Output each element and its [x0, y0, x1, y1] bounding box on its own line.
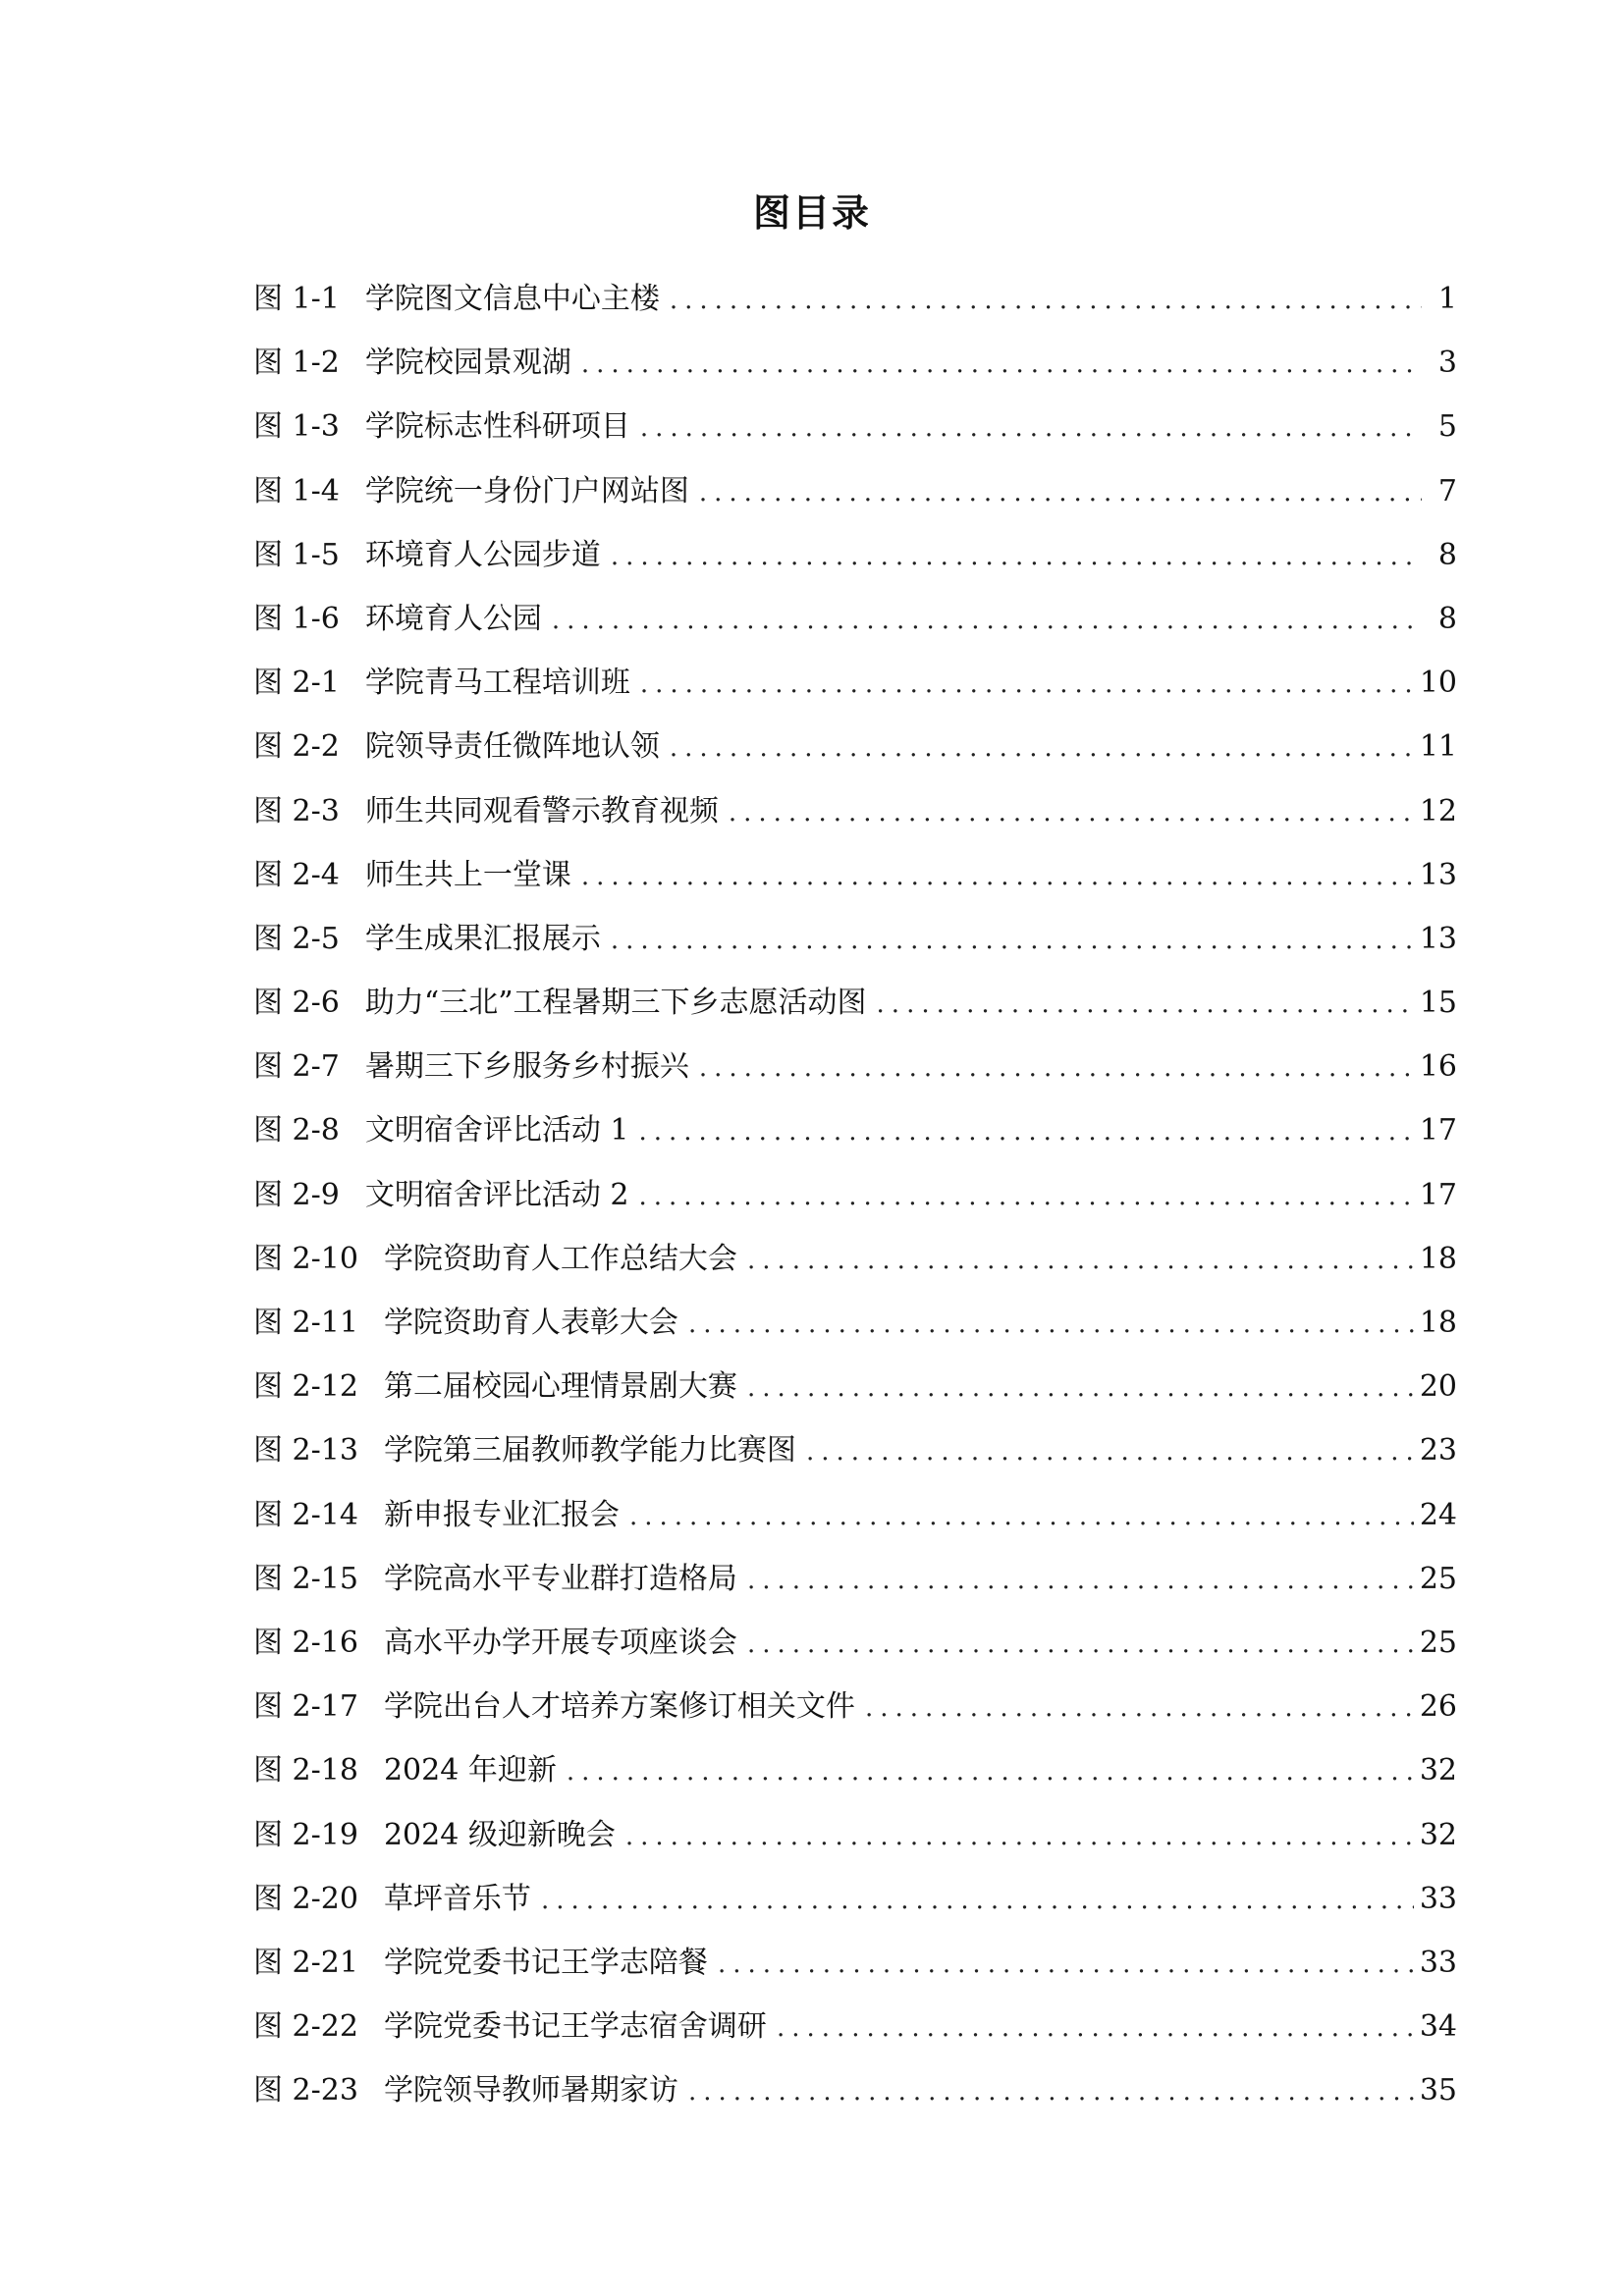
figure-number: 图 2-8 — [253, 1113, 340, 1148]
page-number: 34 — [1419, 2009, 1457, 2045]
page-number: 7 — [1437, 473, 1457, 508]
toc-entry[interactable] — [253, 1368, 1457, 1432]
dot-leader — [581, 858, 1414, 895]
figure-caption: 学院图文信息中心主楼 — [364, 282, 660, 316]
dot-leader — [640, 666, 1414, 703]
toc-entry[interactable] — [253, 665, 1457, 728]
toc-entry[interactable] — [253, 2008, 1457, 2072]
dot-leader — [640, 409, 1422, 447]
figure-caption: 2024 年迎新 — [383, 1753, 557, 1789]
toc-entry[interactable] — [253, 985, 1457, 1048]
figure-caption: 学院资助育人工作总结大会 — [383, 1241, 737, 1276]
dot-leader — [877, 986, 1414, 1023]
dot-leader — [806, 1433, 1414, 1470]
page-number: 23 — [1419, 1433, 1457, 1468]
figure-number: 图 2-16 — [253, 1625, 358, 1660]
figure-number: 图 2-10 — [253, 1241, 358, 1276]
figure-number: 图 2-17 — [253, 1689, 358, 1725]
dot-leader — [638, 1113, 1413, 1150]
figure-caption: 助力“三北”工程暑期三下乡志愿活动图 — [364, 986, 867, 1021]
toc-entry[interactable] — [253, 345, 1457, 408]
figure-caption: 学院高水平专业群打造格局 — [383, 1561, 737, 1596]
page-number: 5 — [1437, 409, 1457, 445]
dot-leader — [670, 282, 1422, 319]
dot-leader — [747, 1242, 1414, 1279]
figure-number: 图 1-5 — [253, 537, 340, 572]
figure-caption: 学院统一身份门户网站图 — [364, 473, 689, 508]
figure-number: 图 2-14 — [253, 1497, 358, 1532]
toc-entry[interactable] — [253, 728, 1457, 792]
dot-leader — [747, 1562, 1414, 1599]
figure-number: 图 2-1 — [253, 666, 340, 701]
figure-number: 图 1-6 — [253, 601, 340, 636]
dot-leader — [625, 1818, 1414, 1855]
toc-entry[interactable] — [253, 1432, 1457, 1496]
page-number: 26 — [1419, 1689, 1457, 1725]
dot-leader — [777, 2009, 1414, 2047]
page-number: 3 — [1437, 346, 1457, 381]
toc-entry[interactable] — [253, 473, 1457, 537]
figure-number: 图 2-4 — [253, 857, 340, 892]
page-number: 24 — [1419, 1497, 1457, 1532]
figure-number: 图 2-11 — [253, 1306, 358, 1340]
toc-entry[interactable] — [253, 1817, 1457, 1881]
toc-entry[interactable] — [253, 1625, 1457, 1688]
figure-caption: 文明宿舍评比活动 1 — [364, 1113, 629, 1148]
page-number: 33 — [1419, 1945, 1457, 1980]
figure-caption: 2024 级迎新晚会 — [383, 1817, 616, 1852]
page-number: 33 — [1419, 1881, 1457, 1916]
page-number: 25 — [1419, 1625, 1457, 1660]
figure-caption: 环境育人公园 — [364, 601, 542, 636]
page-number: 12 — [1419, 793, 1457, 828]
toc-entry[interactable] — [253, 1752, 1457, 1816]
toc-entry[interactable] — [253, 857, 1457, 921]
figure-caption: 学院青马工程培训班 — [364, 666, 630, 701]
figure-caption: 学院校园景观湖 — [364, 346, 571, 381]
figure-number: 图 2-3 — [253, 793, 340, 828]
page-number: 32 — [1419, 1817, 1457, 1852]
figure-caption: 高水平办学开展专项座谈会 — [383, 1625, 737, 1660]
page-number: 16 — [1419, 1049, 1457, 1085]
dot-leader — [611, 538, 1422, 575]
toc-entry[interactable] — [253, 601, 1457, 665]
dot-leader — [567, 1753, 1414, 1790]
figure-number: 图 2-22 — [253, 2009, 358, 2045]
toc-entry[interactable] — [253, 793, 1457, 857]
dot-leader — [541, 1882, 1414, 1919]
toc-entry[interactable] — [253, 921, 1457, 985]
figure-number: 图 2-9 — [253, 1177, 340, 1212]
figure-caption: 环境育人公园步道 — [364, 537, 601, 572]
figure-list — [253, 281, 1457, 2136]
dot-leader — [629, 1498, 1414, 1535]
figure-caption: 学生成果汇报展示 — [364, 921, 601, 956]
figure-number: 图 2-21 — [253, 1945, 358, 1980]
dot-leader — [670, 729, 1414, 767]
page-number: 17 — [1419, 1113, 1457, 1148]
figure-number: 图 2-19 — [253, 1817, 358, 1852]
figure-caption: 草坪音乐节 — [383, 1881, 531, 1916]
figure-number: 图 2-12 — [253, 1369, 358, 1405]
figure-caption: 文明宿舍评比活动 2 — [364, 1177, 629, 1212]
dot-leader — [699, 474, 1422, 511]
toc-entry[interactable] — [253, 2072, 1457, 2136]
page-number: 25 — [1419, 1561, 1457, 1596]
figure-caption: 师生共同观看警示教育视频 — [364, 793, 719, 828]
dot-leader — [688, 1306, 1414, 1343]
figure-number: 图 2-20 — [253, 1881, 358, 1916]
page-number: 13 — [1419, 921, 1457, 956]
dot-leader — [611, 922, 1414, 959]
dot-leader — [688, 2073, 1414, 2110]
dot-leader — [747, 1626, 1414, 1663]
figure-number: 图 2-15 — [253, 1561, 358, 1596]
page-number: 13 — [1419, 857, 1457, 892]
dot-leader — [718, 1946, 1414, 1983]
page-number: 15 — [1419, 986, 1457, 1021]
toc-entry[interactable] — [253, 1688, 1457, 1752]
page-number: 8 — [1437, 537, 1457, 572]
toc-entry[interactable] — [253, 1048, 1457, 1112]
toc-entry[interactable] — [253, 1561, 1457, 1625]
figure-caption: 学院第三届教师教学能力比赛图 — [383, 1433, 796, 1468]
toc-entry[interactable] — [253, 1881, 1457, 1945]
page-number: 17 — [1419, 1177, 1457, 1212]
page-title: 图目录 — [752, 191, 871, 235]
dot-leader — [747, 1369, 1414, 1407]
page-number: 20 — [1419, 1369, 1457, 1405]
toc-entry[interactable] — [253, 408, 1457, 472]
figure-number: 图 1-2 — [253, 346, 340, 381]
figure-number: 图 2-7 — [253, 1049, 340, 1085]
figure-number: 图 2-23 — [253, 2073, 358, 2109]
toc-entry[interactable] — [253, 1241, 1457, 1305]
figure-number: 图 2-6 — [253, 986, 340, 1021]
figure-caption: 新申报专业汇报会 — [383, 1497, 620, 1532]
figure-caption: 第二届校园心理情景剧大赛 — [383, 1369, 737, 1405]
figure-caption: 学院资助育人表彰大会 — [383, 1306, 678, 1340]
toc-entry[interactable] — [253, 537, 1457, 601]
figure-caption: 学院标志性科研项目 — [364, 409, 630, 445]
toc-entry[interactable] — [253, 1112, 1457, 1176]
figure-number: 图 1-1 — [253, 282, 340, 316]
dot-leader — [581, 346, 1422, 383]
page-number: 1 — [1437, 282, 1457, 316]
figure-caption: 暑期三下乡服务乡村振兴 — [364, 1049, 689, 1085]
figure-caption: 学院党委书记王学志陪餐 — [383, 1945, 708, 1980]
page-number: 35 — [1419, 2073, 1457, 2109]
page-number: 32 — [1419, 1753, 1457, 1789]
toc-entry[interactable] — [253, 1497, 1457, 1561]
dot-leader — [638, 1178, 1413, 1215]
figure-caption: 学院党委书记王学志宿舍调研 — [383, 2009, 767, 2045]
figure-caption: 学院出台人才培养方案修订相关文件 — [383, 1689, 855, 1725]
toc-entry[interactable] — [253, 281, 1457, 345]
figure-number: 图 1-3 — [253, 409, 340, 445]
figure-number: 图 2-13 — [253, 1433, 358, 1468]
page-number: 8 — [1437, 601, 1457, 636]
page-number: 18 — [1419, 1241, 1457, 1276]
toc-entry[interactable] — [253, 1945, 1457, 2008]
figure-caption: 院领导责任微阵地认领 — [364, 729, 660, 765]
figure-caption: 学院领导教师暑期家访 — [383, 2073, 678, 2109]
page-number: 11 — [1419, 729, 1457, 765]
dot-leader — [552, 602, 1422, 639]
toc-entry[interactable] — [253, 1305, 1457, 1368]
dot-leader — [865, 1689, 1414, 1727]
figure-caption: 师生共上一堂课 — [364, 857, 571, 892]
dot-leader — [729, 794, 1414, 831]
page-number: 10 — [1419, 666, 1457, 701]
figure-number: 图 1-4 — [253, 473, 340, 508]
page-number: 18 — [1419, 1306, 1457, 1340]
figure-number: 图 2-18 — [253, 1753, 358, 1789]
figure-number: 图 2-2 — [253, 729, 340, 765]
figure-number: 图 2-5 — [253, 921, 340, 956]
dot-leader — [699, 1049, 1414, 1087]
toc-entry[interactable] — [253, 1177, 1457, 1241]
